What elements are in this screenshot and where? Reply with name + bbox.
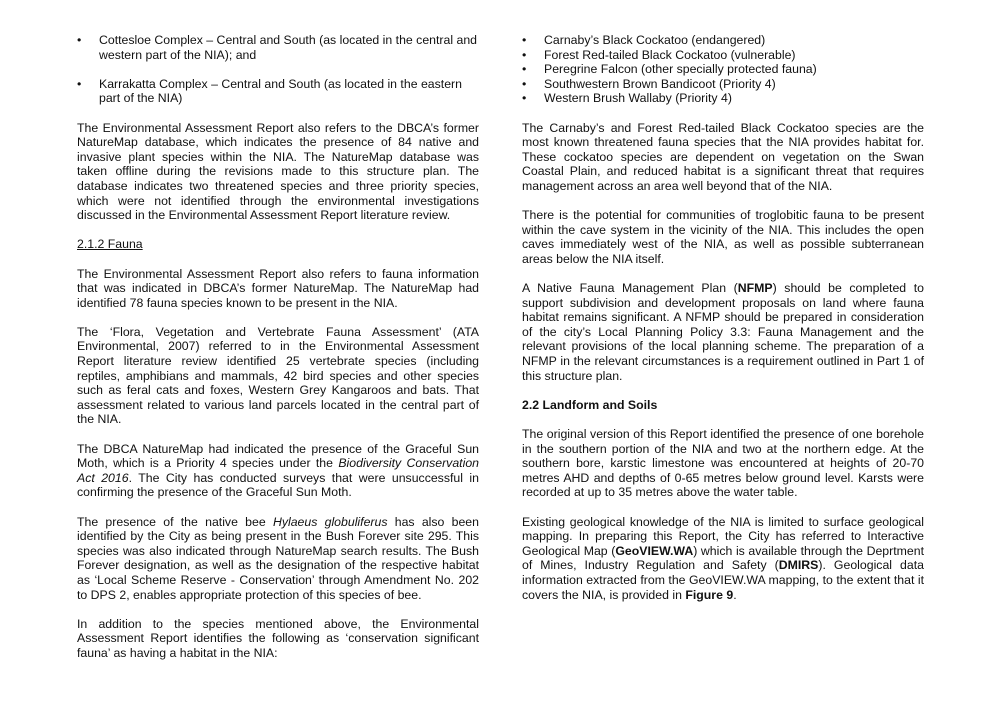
geological-knowledge-paragraph: Existing geological knowledge of the NIA is limited to surface geological mapping. In preparing this Report, the City has referred to Interactive Geological Map (GeoVIEW.WA) which is available through the Deprtment of Mines, Industry Regulation and Safety (DMIRS). Geological data information extracted from the GeoVIEW.WA mapping, to the extent that it covers the NIA, is provided in Figure 9. xyxy=(522,514,924,602)
right-column xyxy=(522,33,924,617)
left-column xyxy=(77,33,479,675)
list-item: • Karrakatta Complex – Central and South (as located in the eastern part of the NIA) xyxy=(77,77,479,106)
list-item: • Southwestern Brown Bandicoot (Priority 4) xyxy=(522,77,924,92)
native-bee-paragraph: The presence of the native bee Hylaeus globuliferus has also been identified by the City as being present in the Bush Forever site 295. This species was also indicated through NatureMap search results. The Bush Forever designation, as well as the designation of the respective habitat as ‘Local Scheme Reserve - Conservation’ through Amendment No. 202 to DPS 2, enables appropriate protection of this species of bee. xyxy=(77,514,479,602)
figure-reference: Figure 9 xyxy=(685,587,734,602)
landform-soils-heading: 2.2 Landform and Soils xyxy=(522,397,658,412)
troglobitic-fauna-paragraph: There is the potential for communities of troglobitic fauna to be present within the cave system in the vicinity of the NIA. This includes the open caves immediately west of the NIA, as well as possible subterranean areas below the NIA itself. xyxy=(522,208,924,266)
act-name: Biodiversity Conservation Act 2016 xyxy=(77,456,479,485)
list-item: • Peregrine Falcon (other specially protected fauna) xyxy=(522,62,924,77)
nfmp-paragraph: A Native Fauna Management Plan (NFMP) should be completed to support subdivision and development proposals on land where fauna habitat remains significant. A NFMP should be prepared in consideration of the city’s Local Planning Policy 3.3: Fauna Management and the relevant provisions of the local planning scheme. The preparation of a NFMP in the relevant circumstances is a requirement outlined in Part 1 of this structure plan. xyxy=(522,281,925,383)
graceful-sun-moth-paragraph: The DBCA NatureMap had indicated the presence of the Graceful Sun Moth, which is a Priority 4 species under the Biodiversity Conservation Act 2016. The City has conducted surveys that were unsuccessful in confirming the presence of the Graceful Sun Moth. xyxy=(77,441,479,500)
borehole-paragraph: The original version of this Report identified the presence of one borehole in the southern portion of the NIA and two at the northern edge. At the southern bore, karstic limestone was encountered at heights of 20-70 metres AHD and depths of 0-65 metres below ground level. Karsts were recorded at up to 35 metres above the water table. xyxy=(522,427,924,500)
list-item: • Cottesloe Complex – Central and South (as located in the central and western part of the NIA); and xyxy=(77,33,479,62)
vegetation-complex-list xyxy=(77,33,479,106)
cockatoo-paragraph: The Carnaby’s and Forest Red-tailed Black Cockatoo species are the most known threatened fauna species that the NIA provides habitat for. These cockatoo species are dependent on vegetation on the Swan Coastal Plain, and reduced habitat is a significant threat that requires management across an area well beyond that of the NIA. xyxy=(522,120,924,193)
conservation-fauna-list xyxy=(522,33,924,106)
ata-assessment-paragraph: The ‘Flora, Vegetation and Vertebrate Fauna Assessment’ (ATA Environmental, 2007) referred to in the Environmental Assessment Report literature review identified 25 vertebrate species (including reptiles, amphibians and mammals, 42 bird species and other species such as feral cats and foxes, Western Grey Kangaroos and bats. That assessment related to various land parcels located in the central part of the NIA. xyxy=(77,324,479,427)
conservation-fauna-intro-paragraph: In addition to the species mentioned above, the Environmental Assessment Report identifies the following as ‘conservation significant fauna’ as having a habitat in the NIA: xyxy=(77,616,479,660)
naturemap-flora-paragraph: The Environmental Assessment Report also refers to the DBCA’s former NatureMap database, which indicates the presence of 84 native and invasive plant species within the NIA. The NatureMap database was taken offline during the revisions made to this structure plan. The database indicates two threatened species and three priority species, which were not identified through the environmental investigations discussed in the Environmental Assessment Report literature review. xyxy=(77,120,479,223)
species-name: Hylaeus globuliferus xyxy=(272,514,388,529)
list-item: • Carnaby’s Black Cockatoo (endangered) xyxy=(522,33,924,48)
list-item: • Forest Red-tailed Black Cockatoo (vulnerable) xyxy=(522,48,924,63)
list-item: • Western Brush Wallaby (Priority 4) xyxy=(522,91,924,106)
naturemap-fauna-paragraph: The Environmental Assessment Report also refers to fauna information that was indicated in DBCA’s former NatureMap. The NatureMap had identified 78 fauna species known to be present in the NIA. xyxy=(77,266,479,310)
fauna-section-heading: 2.1.2 Fauna xyxy=(77,237,143,252)
